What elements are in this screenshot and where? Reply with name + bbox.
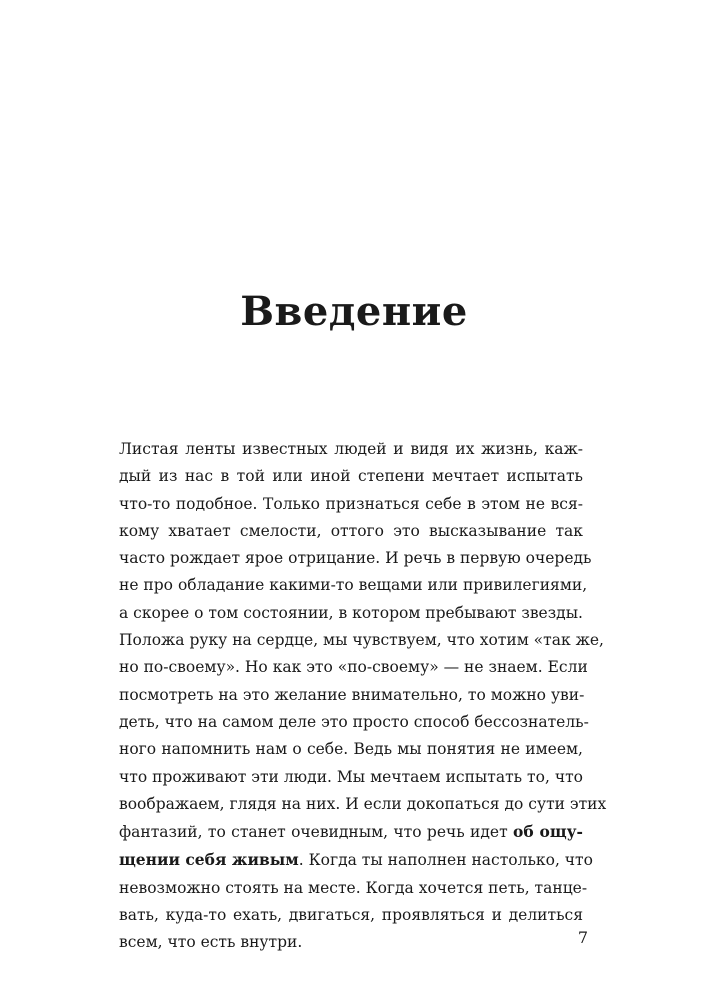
text-line: но по-своему». Но как это «по-своему» — не знаем. Если — [119, 658, 588, 677]
text-segment: фантазий, то станет очевидным, что речь идет — [119, 823, 514, 842]
text-line: всем, что есть внутри. — [119, 933, 303, 952]
text-segment: . Когда ты наполнен настолько, что — [298, 851, 593, 870]
text-line: вать, куда-то ехать, двигаться, проявляться и делиться — [119, 906, 583, 925]
text-line: невозможно стоять на месте. Когда хочется петь, танце- — [119, 878, 588, 897]
text-line: не про обладание какими-то вещами или привилегиями, — [119, 576, 588, 595]
text-line: дый из нас в той или иной степени мечтает испытать — [119, 467, 583, 486]
text-line: кому хватает смелости, оттого это высказывание так — [119, 521, 583, 540]
text-line: Листая ленты известных людей и видя их жизнь, каж- — [119, 440, 583, 458]
text-line: что-то подобное. Только признаться себе в этом не вся- — [119, 494, 583, 513]
page-number: 7 — [577, 928, 588, 947]
text-line: посмотреть на это желание внимательно, то можно уви- — [119, 685, 585, 704]
text-line — [119, 818, 583, 846]
text-line: а скорее о том состоянии, в котором пребывают звезды. — [119, 603, 583, 622]
chapter-title: Введение — [240, 288, 468, 335]
emphasis-text: об ощу- — [513, 822, 583, 842]
emphasis-text: щении себя живым — [119, 850, 299, 870]
text-line: деть, что на самом деле это просто способ бессознатель- — [119, 712, 589, 731]
text-line: что проживают эти люди. Мы мечтаем испытать то, что — [119, 767, 583, 786]
text-line: ного напомнить нам о себе. Ведь мы понятия не имеем, — [119, 740, 583, 759]
text-line: Положа руку на сердце, мы чувствуем, что хотим «так же, — [119, 631, 604, 650]
text-line: воображаем, глядя на них. И если докопаться до сути этих — [119, 794, 607, 813]
text-line: часто рождает ярое отрицание. И речь в первую очередь — [119, 549, 592, 568]
text-line — [119, 846, 593, 874]
body-paragraph — [119, 436, 607, 957]
